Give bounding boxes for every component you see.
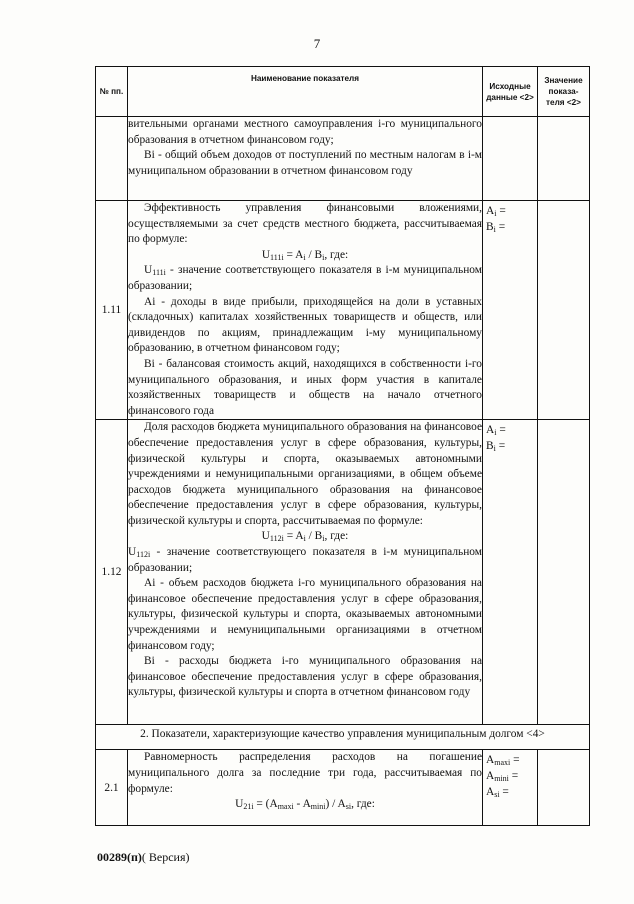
section-header-row — [96, 725, 590, 750]
header-number: № пп. — [96, 67, 128, 117]
row-number: 1.12 — [96, 420, 128, 725]
table-row — [96, 750, 590, 826]
header-source-data: Исходные данные <2> — [483, 67, 538, 117]
row-number: 2.1 — [96, 750, 128, 826]
row-description-cell — [128, 117, 483, 201]
row-source-cell — [483, 420, 538, 725]
source-variable: $A_{mini}$ = — [486, 769, 519, 783]
row-description-cell — [128, 420, 483, 725]
page-number: 7 — [313, 36, 321, 51]
table-row — [96, 420, 590, 725]
indicators-table — [95, 66, 590, 826]
paragraph: $U_{111i}$ - значение соответствующего показателя в i-м муниципальном образовании; — [128, 264, 482, 292]
source-variable: $B_i$ = — [486, 220, 506, 234]
paragraph: Эффективность управления финансовыми вложениями, осуществляемыми за счет средств местного бюджета, рассчитываемая по формуле: — [128, 202, 482, 246]
row-value-cell — [538, 750, 590, 826]
source-variable: $A_i$ = — [486, 424, 506, 438]
section-title: 2. Показатели, характеризующие качество управления муниципальным долгом <4> — [96, 725, 590, 750]
row-source-cell — [483, 201, 538, 420]
row-source-cell — [483, 117, 538, 201]
paragraph: $U_{112i}$ - значение соответствующего показателя в i-м муниципальном образовании; — [128, 546, 482, 574]
header-indicator-name: Наименование показателя — [128, 67, 483, 117]
source-variable: $A_i$ = — [486, 205, 506, 218]
source-variable: $A_{maxi}$ = — [486, 754, 520, 768]
table-row — [96, 201, 590, 420]
paragraph: Bi - общий объем доходов от поступлений по местным налогам в i-м муниципальном образовании в отчетном финансовом году — [128, 149, 482, 177]
header-value: Значение показа- теля <2> — [538, 67, 590, 117]
paragraph: Ai - объем расходов бюджета i-го муниципального образования на финансовое обеспечение предоставления услуг в сфере образования, культуры, физической культуры и спорта, оказываемых автономными учреждениями и немуниципальными организациями в отчетном финансовом году; — [128, 577, 482, 652]
formula: $U_{111i} = A_i / B_i$, где: — [261, 248, 349, 262]
paragraph: Равномерность распределения расходов на погашение муниципального долга за последние три года, рассчитываемая по формуле: — [128, 751, 482, 795]
row-value-cell — [538, 420, 590, 725]
paragraph: Bi - расходы бюджета i-го муниципального образования на финансовое обеспечение предоставления услуг в сфере образования, культуры, физической культуры и спорта в отчетном финансовом году — [128, 655, 482, 699]
paragraph: вительными органами местного самоуправления i-го муниципального образования в отчетном финансовом году; — [128, 118, 482, 146]
document-code: 00289(п)( Версия) — [97, 850, 190, 864]
row-value-cell — [538, 201, 590, 420]
row-number: 1.11 — [96, 201, 128, 420]
formula: $U_{21i} = (A_{maxi} - A_{mini}) / A_{si}$, где: — [235, 798, 375, 812]
row-number-cell — [96, 117, 128, 201]
table-header-row — [96, 67, 590, 117]
row-source-cell — [483, 750, 538, 826]
row-description-cell — [128, 750, 483, 826]
table-row — [96, 117, 590, 201]
source-variable: $A_{si}$ = — [486, 785, 509, 799]
paragraph: Bi - балансовая стоимость акций, находящихся в собственности i-го муниципального образования, и иных форм участия в капитале хозяйственных товариществ и обществ на начало отчетного финансового года — [128, 357, 482, 417]
paragraph: Ai - доходы в виде прибыли, приходящейся на доли в уставных (складочных) капиталах хозяйственных товариществ и обществ, или дивидендов по акциям, принадлежащим i-му муниципальному образованию, в отчетном финансовом году; — [128, 295, 482, 355]
source-variable: $B_i$ = — [486, 439, 506, 453]
row-description-cell — [128, 201, 483, 420]
row-value-cell — [538, 117, 590, 201]
formula: $U_{112i} = A_i / B_i$, где: — [261, 530, 349, 544]
paragraph: Доля расходов бюджета муниципального образования на финансовое обеспечение предоставления услуг в сфере образования, культуры, физической культуры и спорта, оказываемых автономными учреждениями и немуниципальными организациями, в общем объеме расходов бюджета муниципального образования на финансовое обеспечение предоставления услуг в сфере образования, культуры, физической культуры и спорта, рассчитываемая по формуле: — [128, 421, 482, 527]
